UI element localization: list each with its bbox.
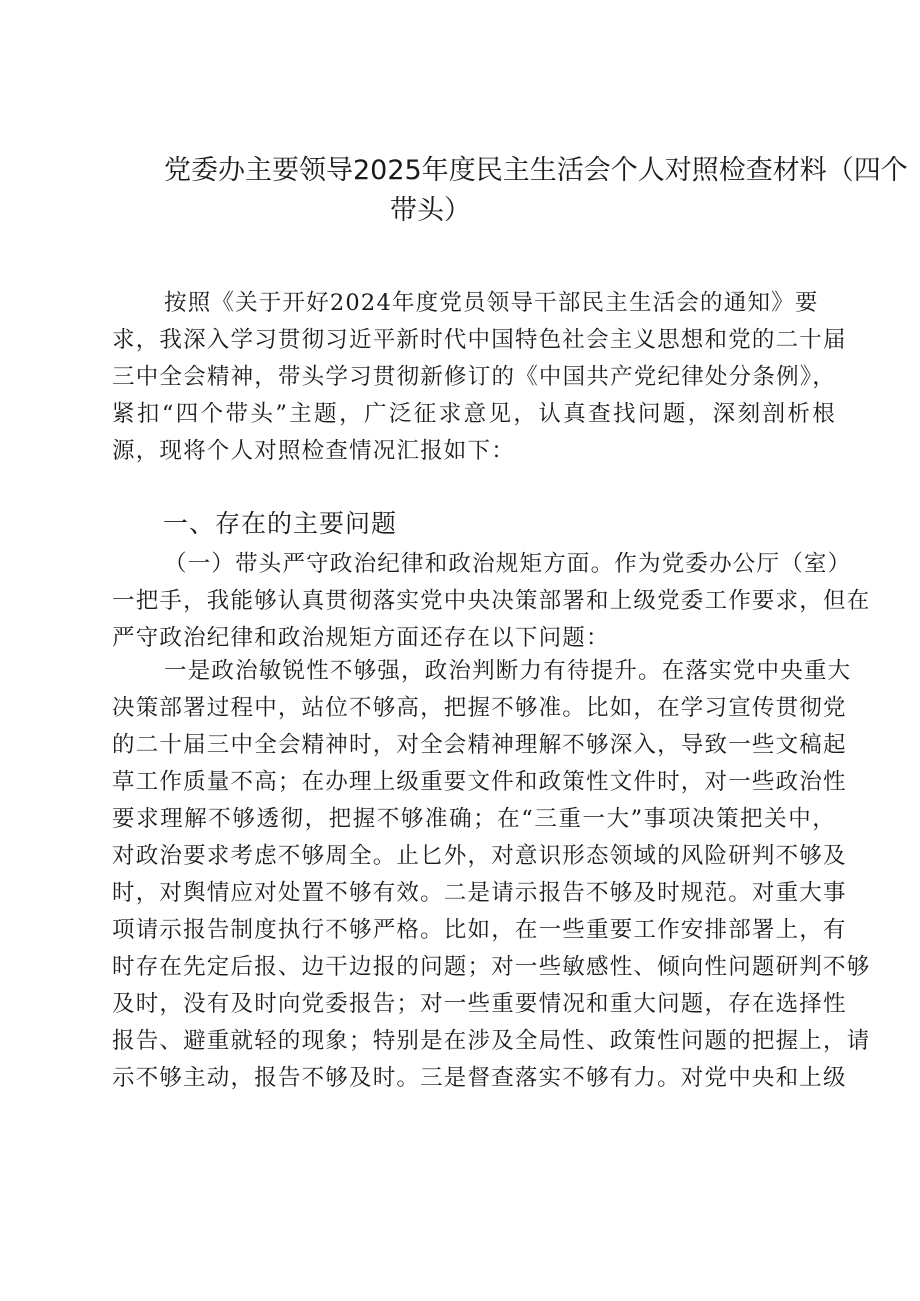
paragraph-line: 时，对舆情应对处置不够有效。二是请示报告不够及时规范。对重大事 [112,880,847,906]
paragraph-line: 报告、避重就轻的现象；特别是在涉及全局性、政策性问题的把握上，请 [112,1028,871,1054]
paragraph-line: 严守政治纪律和政治规矩方面还存在以下问题： [112,625,610,651]
title-line-2: 带头） [390,195,471,226]
paragraph-line: （一）带头严守政治纪律和政治规矩方面。作为党委办公厅（室） [164,551,852,577]
paragraph-line: 求，我深入学习贯彻习近平新时代中国特色社会主义思想和党的二十届 [112,327,847,353]
paragraph-line: 一把手，我能够认真贯彻落实党中央决策部署和上级党委工作要求，但在 [112,588,871,614]
paragraph-line: 三中全会精神，带头学习贯彻新修订的《中国共产党纪律处分条例》， [112,364,836,390]
paragraph-line: 的二十届三中全会精神时，对全会精神理解不够深入，导致一些文稿起 [112,732,847,758]
paragraph-line: 要求理解不够透彻，把握不够准确；在“三重一大”事项决策把关中， [112,806,836,832]
issues-paragraph [112,653,871,1097]
paragraph-line: 示不够主动，报告不够及时。三是督查落实不够有力。对党中央和上级 [112,1065,847,1091]
paragraph-line: 紧扣“四个带头”主题，广泛征求意见，认真查找问题，深刻剖析根 [112,401,836,427]
paragraph-line: 决策部署过程中，站位不够高，把握不够准。比如，在学习宣传贯彻党 [112,695,847,721]
title-line-1: 党委办主要领导2025年度民主生活会个人对照检查材料（四个 [164,155,908,186]
intro-paragraph [112,285,847,470]
paragraph-line: 时存在先定后报、边干边报的问题；对一些敏感性、倾向性问题研判不够 [112,954,871,980]
paragraph-line: 按照《关于开好2024年度党员领导干部民主生活会的通知》要 [164,290,819,316]
paragraph-line: 草工作质量不高；在办理上级重要文件和政策性文件时，对一些政治性 [112,769,847,795]
document-title [150,152,908,230]
paragraph-line: 一是政治敏锐性不够强，政治判断力有待提升。在落实党中央重大 [164,658,852,684]
subsection-paragraph [112,546,871,657]
paragraph-line: 源，现将个人对照检查情况汇报如下： [112,438,515,464]
paragraph-line: 对政治要求考虑不够周全。止匕外，对意识形态领域的风险研判不够及 [112,843,847,869]
paragraph-line: 及时，没有及时向党委报告；对一些重要情况和重大问题，存在选择性 [112,991,847,1017]
paragraph-line: 项请示报告制度执行不够严格。比如，在一些重要工作安排部署上，有 [112,917,847,943]
section-heading: 一、存在的主要问题 [163,509,398,538]
